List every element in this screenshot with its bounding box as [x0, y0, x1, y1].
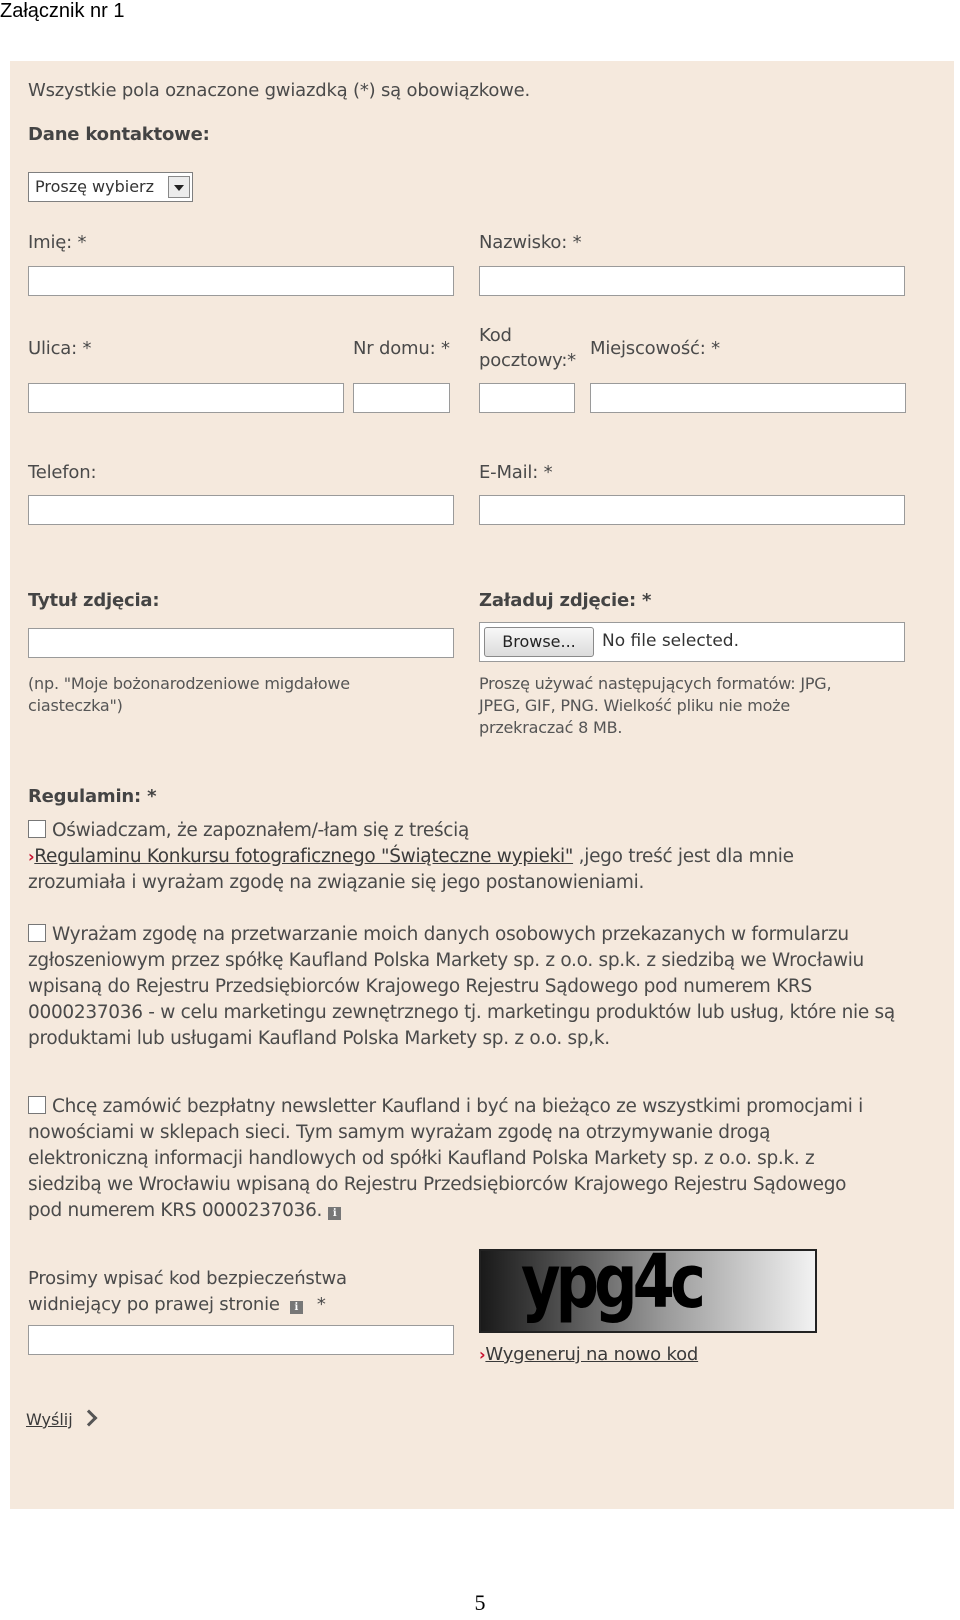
browse-button[interactable]: Browse... [484, 627, 594, 657]
photo-title-label: Tytuł zdjęcia: [28, 590, 160, 611]
link-arrow-icon: › [479, 1345, 486, 1364]
consent-data-line3: wpisaną do Rejestru Przedsiębiorców Krajowego Rejestru Sądowego pod numerem KRS [28, 976, 812, 997]
last-name-input[interactable] [479, 266, 905, 296]
house-number-input[interactable] [353, 383, 450, 413]
upload-hint-line3: przekraczać 8 MB. [479, 718, 623, 737]
upload-hint-line2: JPEG, GIF, PNG. Wielkość pliku nie może [479, 696, 791, 715]
photo-title-input[interactable] [28, 628, 454, 658]
consent-data-line5: produktami lub usługami Kaufland Polska Markety sp. z o.o. sp,k. [28, 1028, 610, 1049]
file-upload-input[interactable] [479, 622, 905, 662]
house-number-label: Nr domu: * [353, 338, 450, 359]
submit-button[interactable] [26, 1410, 95, 1429]
consent-rules-line3: zrozumiała i wyrażam zgodę na związanie się jego postanowieniami. [28, 872, 645, 893]
street-label: Ulica: * [28, 338, 92, 359]
consent-newsletter-line2: nowościami w sklepach sieci. Tym samym wyrażam zgodę na otrzymywanie drogą [28, 1122, 771, 1143]
last-name-label: Nazwisko: * [479, 232, 582, 253]
first-name-input[interactable] [28, 266, 454, 296]
captcha-label-line2: widniejący po prawej stronie [28, 1294, 280, 1315]
document-header: Załącznik nr 1 [0, 0, 125, 22]
consent-data-line2: zgłoszeniowym przez spółkę Kaufland Polska Markety sp. z o.o. sp.k. z siedzibą we Wrocławiu [28, 950, 864, 971]
consent-rules-checkbox[interactable] [28, 820, 46, 838]
phone-label: Telefon: [28, 462, 97, 483]
upload-label: Załaduj zdjęcie: * [479, 590, 652, 611]
regenerate-code-link[interactable]: Wygeneruj na nowo kod [485, 1344, 699, 1365]
chevron-down-icon[interactable] [168, 176, 190, 198]
submit-label: Wyślij [26, 1410, 73, 1429]
consent-data-line1: Wyrażam zgodę na przetwarzanie moich danych osobowych przekazanych w formularzu [52, 924, 849, 945]
chevron-right-icon [80, 1410, 97, 1427]
captcha-required-mark: * [316, 1294, 326, 1315]
salutation-select[interactable] [28, 172, 193, 202]
photo-title-hint-line1: (np. "Moje bożonarodzeniowe migdałowe [28, 674, 350, 693]
consent-rules [28, 818, 928, 896]
consent-rules-line2: ,jego treść jest dla mnie [573, 846, 794, 867]
regenerate-code [479, 1344, 698, 1365]
postal-code-label-line1: Kod [479, 325, 512, 346]
link-arrow-icon: › [28, 847, 35, 866]
captcha-input[interactable] [28, 1325, 454, 1355]
captcha-label-line2-wrap [28, 1294, 326, 1315]
city-label: Miejscowość: * [590, 338, 720, 359]
consent-newsletter-checkbox[interactable] [28, 1096, 46, 1114]
postal-code-input[interactable] [479, 383, 575, 413]
consent-newsletter-line3: elektroniczną informacji handlowych od spółki Kaufland Polska Markety sp. z o.o. sp.k. z [28, 1148, 815, 1169]
required-note: Wszystkie pola oznaczone gwiazdką (*) są obowiązkowe. [28, 80, 531, 101]
upload-hint-line1: Proszę używać następujących formatów: JPG, [479, 674, 832, 693]
consent-rules-line1: Oświadczam, że zapoznałem/-łam się z treścią [52, 820, 470, 841]
email-label: E-Mail: * [479, 462, 553, 483]
consent-data-processing [28, 922, 928, 1052]
captcha-image [479, 1249, 817, 1333]
captcha-info-icon[interactable]: i [290, 1301, 303, 1314]
contact-heading: Dane kontaktowe: [28, 124, 210, 145]
rules-heading: Regulamin: * [28, 786, 157, 807]
email-input[interactable] [479, 495, 905, 525]
page-number: 5 [474, 1590, 486, 1615]
street-input[interactable] [28, 383, 344, 413]
consent-newsletter [28, 1094, 928, 1224]
rules-link[interactable]: Regulaminu Konkursu fotograficznego "Świąteczne wypieki" [34, 846, 574, 867]
city-input[interactable] [590, 383, 906, 413]
consent-newsletter-line5: pod numerem KRS 0000237036. [28, 1200, 323, 1221]
captcha-label-line1: Prosimy wpisać kod bezpieczeństwa [28, 1268, 347, 1289]
consent-newsletter-line1: Chcę zamówić bezpłatny newsletter Kaufland i być na bieżąco ze wszystkimi promocjami i [52, 1096, 863, 1117]
photo-title-hint-line2: ciasteczka") [28, 696, 123, 715]
salutation-select-value: Proszę wybierz [35, 177, 155, 196]
first-name-label: Imię: * [28, 232, 87, 253]
postal-code-label-line2: pocztowy:* [479, 350, 576, 371]
consent-data-checkbox[interactable] [28, 924, 46, 942]
consent-newsletter-line4: siedzibą we Wrocławiu wpisaną do Rejestru Przedsiębiorców Krajowego Rejestru Sądowego [28, 1174, 847, 1195]
captcha-text: ypg4c [521, 1249, 702, 1325]
consent-data-line4: 0000237036 - w celu marketingu zewnętrznego tj. marketingu produktów lub usług, które nie są [28, 1002, 895, 1023]
file-status: No file selected. [602, 631, 739, 651]
info-icon[interactable]: i [328, 1207, 341, 1220]
phone-input[interactable] [28, 495, 454, 525]
